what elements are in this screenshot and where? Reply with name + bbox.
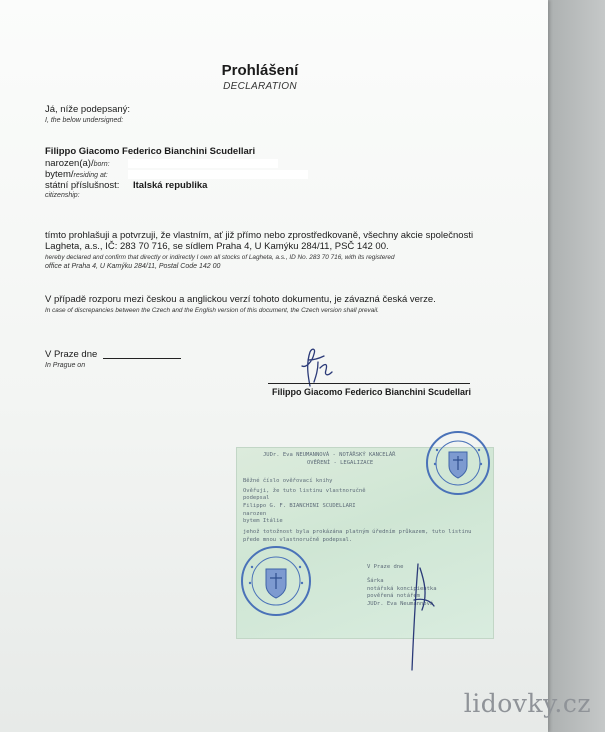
residing-label-en: residing at: (73, 172, 108, 179)
place-date-en: In Prague on (45, 362, 86, 369)
stamp-line: bytem Itálie (243, 518, 283, 524)
para1-en-line1: hereby declared and confirm that directly or indirectly I own all stocks of Lagheta, a.s., ID No. 283 70 716, with its registered (45, 254, 395, 261)
born-label-cz: narozen(a)/ (45, 158, 94, 169)
para2-cz: V případě rozporu mezi českou a anglickou verzí tohoto dokumentu, je závazná česká verze. (45, 294, 436, 305)
signature-name: Filippo Giacomo Federico Bianchini Scudellari (272, 387, 472, 397)
stamp-line: V Praze dne (367, 564, 404, 570)
para2-en: In case of discrepancies between the Czech and the English version of this document, the Czech version shall prevail. (45, 307, 379, 314)
document-subtitle: DECLARATION (223, 81, 297, 92)
notary-handwritten-signature (398, 560, 444, 680)
para1-cz-line2: Lagheta, a.s., IČ: 283 70 716, se sídlem Praha 4, U Kamýku 284/11, PSČ 142 00. (45, 241, 389, 252)
born-label (45, 158, 110, 169)
notary-seal-bottom (240, 545, 312, 617)
date-line (103, 358, 181, 359)
stamp-line: Ověřuji, že tuto listinu vlastnoručně (243, 488, 366, 494)
signature-line (268, 383, 470, 384)
notary-seal-top (425, 430, 491, 496)
place-date-cz: V Praze dne (45, 349, 98, 360)
background-surface (540, 0, 605, 732)
intro-cz: Já, níže podepsaný: (45, 104, 131, 115)
stamp-line: přede mnou vlastnoručně podepsal. (243, 537, 353, 543)
stamp-line: OVĚŘENÍ - LEGALIZACE (307, 460, 374, 466)
stamp-line: Běžné číslo ověřovací knihy (243, 478, 333, 484)
stamp-line: podepsal (243, 495, 270, 501)
watermark-logo: lidovky.cz (463, 689, 591, 718)
document-title: Prohlášení (221, 62, 299, 79)
stamp-line: JUDr. Eva NEUMANNOVÁ - NOTÁŘSKÝ KANCELÁŘ (263, 452, 396, 458)
declarant-name: Filippo Giacomo Federico Bianchini Scudellari (45, 146, 256, 157)
citizenship-label: státní příslušnost: (45, 180, 120, 191)
stamp-line: Filippo G. F. BIANCHINI SCUDELLARI (243, 503, 356, 509)
stamp-line: jehož totožnost byla prokázána platným úředním průkazem, tuto listinu (243, 529, 472, 535)
stamp-line: narozen (243, 511, 267, 517)
intro-en: I, the below undersigned: (45, 117, 124, 124)
residing-label-cz: bytem/ (45, 169, 74, 180)
citizenship-value: Italská republika (133, 180, 208, 191)
stamp-line: JUDr. Eva Neumannová (367, 601, 434, 607)
stamp-line: notářská koncipientka (367, 586, 437, 592)
residing-label (45, 169, 108, 180)
para1-cz-line1: tímto prohlašuji a potvrzuji, že vlastním, ať již přímo nebo zprostředkovaně, všechny akcie společnosti (45, 230, 474, 241)
handwritten-signature (288, 346, 348, 388)
citizenship-en: citizenship: (45, 192, 80, 199)
stamp-line: Šárka (367, 578, 384, 584)
born-label-en: born: (93, 161, 110, 168)
redacted-address (128, 170, 308, 179)
stamp-line: pověřená notářem (367, 593, 420, 599)
redacted-birth-date (128, 159, 278, 168)
para1-en-line2: office at Praha 4, U Kamýku 284/11, Postal Code 142 00 (45, 263, 221, 270)
